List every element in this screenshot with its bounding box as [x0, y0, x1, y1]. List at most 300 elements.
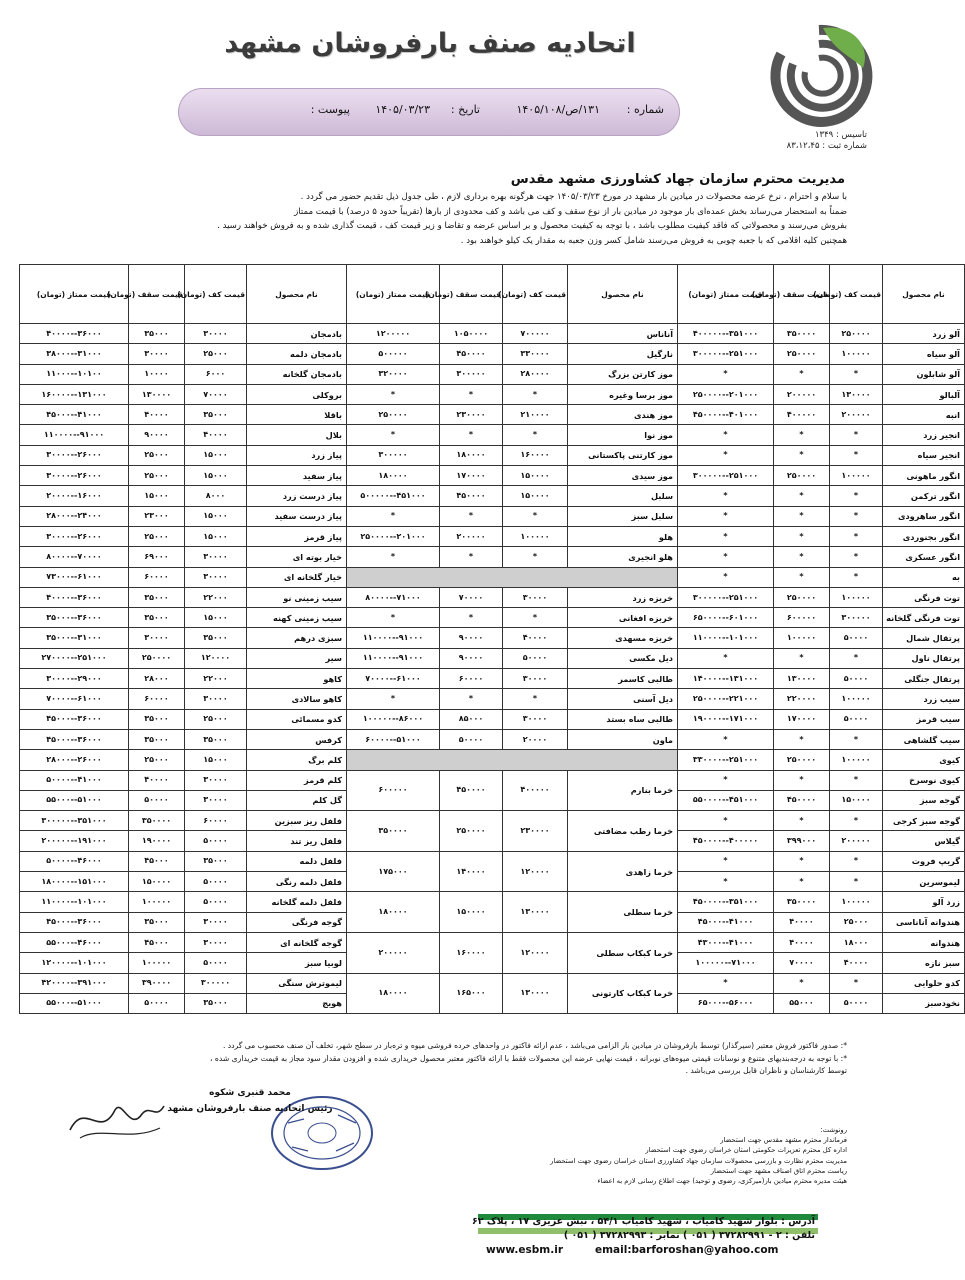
price-cell: ۳۰۰۰۰۰ — [830, 608, 883, 628]
price-cell: ۳۵۱۰۰۰--۴۵۰۰۰۰ — [678, 892, 774, 912]
price-cell: ۲۵۰۰۰ — [185, 344, 247, 364]
signer-name: محمد قنبری شکوه — [209, 1088, 291, 1098]
price-cell: ۱۵۰۰۰۰ — [503, 486, 568, 506]
price-cell: ۳۰۰۰۰ — [185, 790, 247, 810]
price-cell: ۲۲۰۰۰ — [185, 587, 247, 607]
price-cell: ۵۶۰۰۰--۶۵۰۰۰ — [678, 993, 774, 1013]
table-row — [20, 648, 965, 668]
price-cell: ۳۰۰۰۰ — [185, 324, 247, 344]
price-cell: * — [503, 384, 568, 404]
product-name: فلفل دلمه رنگی — [247, 872, 347, 892]
product-name: خربزه مسهدی — [568, 628, 678, 648]
price-cell: ۶۰۰۰۰۰ — [774, 608, 830, 628]
price-cell: ۱۰۰۰۰۰ — [129, 892, 185, 912]
price-cell: * — [774, 445, 830, 465]
price-table — [19, 264, 965, 1014]
letter-line: بفروش می‌رسند و محصولاتی که فاقد کیفیت مطلوب باشد ، با توجه به کیفیت محصول و بر اساس عرضه و تقاضا و زیر قیمت کف ، قیمت گذاری شده و به فروش خواهند رسید . — [217, 221, 847, 231]
cc-line: مدیریت محترم نظارت و بازرسی محصولات سازمان جهاد کشاورزی استان خراسان رضوی جهت استحضار — [550, 1156, 847, 1165]
price-cell: ۶۰۰۰ — [185, 364, 247, 384]
product-name: فلفل ریز سبزین — [247, 811, 347, 831]
product-name: کدو مسمائی — [247, 709, 347, 729]
price-cell: ۱۷۰۰۰۰ — [440, 466, 503, 486]
cc-line: هیئت مدیره محترم میادین بار(میرکزی، رضوی و توحید) جهت اطلاع رسانی لازم به اعضاء — [597, 1177, 847, 1186]
union-title: اتحادیه صنف بارفروشان مشهد — [224, 28, 636, 59]
product-name: کلم برگ — [247, 750, 347, 770]
price-cell: ۴۱۰۰۰--۴۳۰۰۰ — [678, 932, 774, 952]
product-name: خیار بوته ای — [247, 547, 347, 567]
price-cell: ۷۰۰۰۰--۸۰۰۰۰ — [20, 547, 129, 567]
note-line: *: صدور فاکتور فروش معتبر (سیرگذار) توسط بارفروشان در میادین بار الزامی می‌باشد ، عدم ارائه فاکتور در واحدهای خرده فروشی میوه و تره‌بار در سطح شهر، تخلف آن صنف محسوب می گردد . — [222, 1041, 847, 1050]
price-cell: ۱۳۰۰۰۰ — [503, 973, 568, 1014]
price-cell: ۱۴۰۰۰۰ — [440, 851, 503, 892]
price-cell: ۳۵۰۰۰ — [129, 709, 185, 729]
price-cell: * — [440, 425, 503, 445]
price-cell: ۲۵۰۰۰۰ — [129, 648, 185, 668]
price-cell: ۲۵۰۰۰ — [129, 526, 185, 546]
price-cell: ۱۰۵۰۰۰۰ — [440, 324, 503, 344]
price-cell: ۱۸۰۰۰ — [830, 932, 883, 952]
product-name: انجیر زرد — [883, 425, 965, 445]
product-name: سیب زمینی کهنه — [247, 608, 347, 628]
table-row — [20, 445, 965, 465]
price-cell: ۵۱۰۰۰--۵۵۰۰۰ — [20, 790, 129, 810]
price-cell: * — [830, 547, 883, 567]
table-row — [20, 486, 965, 506]
price-cell: * — [678, 445, 774, 465]
price-cell: * — [830, 425, 883, 445]
price-cell: ۶۰۰۰۰۰ — [347, 770, 440, 811]
price-cell: ۲۲۱۰۰۰--۲۵۰۰۰۰ — [678, 689, 774, 709]
product-name: موز هندی — [568, 405, 678, 425]
product-name: سیر — [247, 648, 347, 668]
product-name: فلفل دلمه — [247, 851, 347, 871]
price-cell: * — [774, 811, 830, 831]
table-row — [20, 851, 965, 871]
product-name: خرما کبکاب کارتونی — [568, 973, 678, 1014]
table-row — [20, 526, 965, 546]
price-cell: ۴۰۱۰۰۰--۴۵۰۰۰۰ — [678, 405, 774, 425]
price-cell: ۱۰۰۰۰۰ — [830, 750, 883, 770]
price-cell: ۳۳۰۰۰۰ — [503, 344, 568, 364]
product-name: موز سیدی — [568, 466, 678, 486]
price-cell: * — [830, 973, 883, 993]
price-cell: * — [678, 425, 774, 445]
product-name: آناناس — [568, 324, 678, 344]
price-cell: ۳۰۰۰۰۰ — [185, 973, 247, 993]
price-cell: ۷۱۰۰۰--۸۰۰۰۰ — [347, 587, 440, 607]
product-name: انبه — [883, 405, 965, 425]
number-value: ۱۳۱/ص/۱۴۰۵/۱۰۸ — [516, 103, 600, 116]
price-cell: ۳۰۰۰۰ — [185, 689, 247, 709]
price-cell: ۳۰۰۰۰۰ — [440, 364, 503, 384]
price-cell: * — [774, 851, 830, 871]
product-name: بادمجان — [247, 324, 347, 344]
price-cell: ۱۳۰۰۰۰ — [129, 384, 185, 404]
product-name: بلال — [247, 425, 347, 445]
price-cell: ۲۵۰۰۰۰ — [774, 344, 830, 364]
price-cell: ۱۹۰۰۰۰ — [129, 831, 185, 851]
price-cell: ۱۵۰۰۰۰ — [129, 872, 185, 892]
price-cell: ۳۵۰۰۰۰ — [774, 892, 830, 912]
price-cell: * — [774, 506, 830, 526]
product-name: انگور بجنوردی — [883, 526, 965, 546]
price-cell: ۴۰۰۰۰ — [129, 405, 185, 425]
price-cell: ۳۵۰۰۰۰ — [347, 811, 440, 852]
price-cell: * — [503, 689, 568, 709]
price-cell: ۱۵۱۰۰۰--۱۸۰۰۰۰ — [20, 872, 129, 892]
price-cell: ۲۰۰۰۰۰ — [830, 831, 883, 851]
product-name: زرد آلو — [883, 892, 965, 912]
price-cell: ۴۰۰۰۰۰ — [503, 770, 568, 811]
price-cell: ۱۸۰۰۰۰ — [440, 445, 503, 465]
signer-title: رئیس اتحادیه صنف بارفروشان مشهد — [167, 1104, 333, 1114]
recipient-line: مدیریت محترم سازمان جهاد کشاورزی مشهد مقدس — [510, 172, 845, 187]
price-cell: ۵۰۰۰۰۰ — [347, 344, 440, 364]
product-name: خرما سطلی — [568, 892, 678, 933]
price-cell: * — [503, 425, 568, 445]
price-cell: ۱۷۰۰۰۰ — [774, 709, 830, 729]
price-cell: ۱۰۰۰۰۰ — [503, 526, 568, 546]
price-cell: * — [347, 425, 440, 445]
price-cell: ۳۰۰۰۰ — [503, 709, 568, 729]
price-cell: * — [347, 506, 440, 526]
price-cell: * — [678, 526, 774, 546]
price-cell: ۱۰۰۰۰ — [129, 364, 185, 384]
price-cell: * — [678, 486, 774, 506]
product-name: سیب زرد — [883, 689, 965, 709]
price-cell: * — [774, 770, 830, 790]
product-name: خربزه زرد — [568, 587, 678, 607]
price-cell: ۳۵۱۰۰۰--۴۰۰۰۰۰ — [678, 324, 774, 344]
price-cell: ۵۰۰۰۰ — [129, 790, 185, 810]
header-premium-price: قیمت ممتاز (تومان) — [347, 265, 440, 324]
price-cell: ۵۰۰۰۰ — [830, 628, 883, 648]
product-name: موز برسا وغیره — [568, 384, 678, 404]
product-name: پیاز درست زرد — [247, 486, 347, 506]
table-row — [20, 364, 965, 384]
price-cell: * — [830, 567, 883, 587]
price-cell: ۲۶۰۰۰--۳۰۰۰۰ — [20, 526, 129, 546]
table-row — [20, 384, 965, 404]
price-cell: ۴۱۰۰۰--۴۵۰۰۰ — [20, 405, 129, 425]
price-cell: ۴۵۱۰۰۰--۵۵۰۰۰۰ — [678, 790, 774, 810]
price-cell: ۵۰۰۰۰ — [185, 872, 247, 892]
price-cell: * — [678, 851, 774, 871]
price-cell: * — [503, 547, 568, 567]
price-cell: ۳۵۰۰۰ — [129, 912, 185, 932]
price-cell: ۲۰۰۰۰۰ — [440, 526, 503, 546]
price-cell: ۶۱۰۰۰--۷۰۰۰۰ — [20, 689, 129, 709]
price-cell: ۱۵۰۰۰ — [185, 750, 247, 770]
letter-line: ضمناً به استحضار می‌رساند بخش عمده‌ای بار موجود در میادین بار از نوع سقف و کف می باشد و کف محدودی از بارها (تقریباً حدود ۵ درصد) با قیمت ممتاز — [294, 206, 847, 217]
price-cell: ۲۵۰۰۰ — [129, 750, 185, 770]
price-cell: ۱۳۰۰۰۰ — [774, 669, 830, 689]
price-cell: ۴۵۰۰۰۰ — [440, 344, 503, 364]
price-cell: ۶۹۰۰۰ — [129, 547, 185, 567]
price-cell: ۵۱۰۰۰--۵۵۰۰۰ — [20, 993, 129, 1013]
price-cell: ۱۳۰۰۰۰ — [830, 384, 883, 404]
letter-body — [57, 190, 847, 248]
price-cell: ۴۵۰۰۰ — [129, 851, 185, 871]
product-name: انگور ترکمن — [883, 486, 965, 506]
product-name: ماون — [568, 729, 678, 749]
price-cell: * — [774, 425, 830, 445]
price-cell: ۳۵۰۰۰ — [129, 324, 185, 344]
footer-phone: تلفن : ۲ - ۳۷۲۸۲۹۹۱ ( ۰۵۱ ) نمابر : ۳۷۲۸۲۹۹۳ ( ۰۵۱ ) — [563, 1230, 815, 1241]
header-name: نام محصول — [247, 265, 347, 324]
table-row — [20, 729, 965, 749]
price-cell: * — [347, 384, 440, 404]
union-logo — [763, 22, 875, 130]
product-name: سبزی درهم — [247, 628, 347, 648]
price-cell: ۳۶۰۰۰--۴۵۰۰۰ — [20, 729, 129, 749]
product-name: توت فرنگی گلخانه — [883, 608, 965, 628]
table-row — [20, 425, 965, 445]
price-cell: ۶۱۰۰۰--۷۳۰۰۰ — [20, 567, 129, 587]
price-cell: ۲۵۰۰۰۰ — [774, 587, 830, 607]
price-cell: ۹۰۰۰۰ — [440, 648, 503, 668]
price-cell: ۳۵۰۰۰ — [185, 993, 247, 1013]
empty-cell — [347, 567, 678, 587]
price-cell: * — [678, 973, 774, 993]
header-ceiling-price: قیمت سقف (تومان) — [774, 265, 830, 324]
price-cell: * — [774, 526, 830, 546]
price-cell: ۲۲۰۰۰ — [185, 669, 247, 689]
product-name: انگور ساهرودی — [883, 506, 965, 526]
price-cell: * — [347, 608, 440, 628]
table-row — [20, 709, 965, 729]
table-row — [20, 689, 965, 709]
price-cell: ۱۸۰۰۰۰ — [347, 466, 440, 486]
price-cell: ۵۵۰۰۰ — [774, 993, 830, 1013]
price-cell: ۱۰۱۰۰۰--۱۱۰۰۰۰ — [20, 892, 129, 912]
product-name: پرتقال ناول — [883, 648, 965, 668]
table-row — [20, 324, 965, 344]
price-cell: ۱۳۱۰۰۰--۱۶۰۰۰۰ — [20, 384, 129, 404]
table-row — [20, 628, 965, 648]
product-name: کاهو سالادی — [247, 689, 347, 709]
price-cell: ۲۳۰۰۰۰ — [503, 811, 568, 852]
price-cell: * — [830, 364, 883, 384]
price-cell: ۵۱۰۰۰--۶۰۰۰۰ — [347, 729, 440, 749]
price-cell: ۳۶۰۰۰--۴۵۰۰۰ — [20, 709, 129, 729]
price-cell: ۱۵۰۰۰۰ — [503, 466, 568, 486]
price-cell: ۱۰۰۰۰۰ — [830, 344, 883, 364]
header-name: نام محصول — [883, 265, 965, 324]
empty-cell — [347, 750, 678, 770]
price-cell: ۳۵۰۰۰ — [185, 405, 247, 425]
price-cell: ۱۰۱۰۰۰--۱۱۰۰۰۰ — [678, 628, 774, 648]
price-cell: ۱۵۰۰۰ — [185, 526, 247, 546]
price-cell: * — [678, 567, 774, 587]
price-cell: ۲۸۰۰۰ — [129, 669, 185, 689]
price-cell: ۳۱۰۰۰--۳۵۰۰۰ — [20, 628, 129, 648]
product-name: گوجه سبز کرجی — [883, 811, 965, 831]
price-cell: ۳۰۰۰۰ — [185, 912, 247, 932]
price-cell: ۲۶۰۰۰--۲۸۰۰۰ — [20, 750, 129, 770]
table-row — [20, 466, 965, 486]
product-name: سلبل — [568, 486, 678, 506]
price-cell: ۱۵۰۰۰ — [185, 466, 247, 486]
price-cell: ۶۱۰۰۰--۷۰۰۰۰ — [347, 669, 440, 689]
price-cell: * — [774, 729, 830, 749]
price-cell: ۲۰۱۰۰۰--۲۵۰۰۰۰ — [678, 384, 774, 404]
table-row — [20, 587, 965, 607]
product-name: هلو انجیری — [568, 547, 678, 567]
carbon-copy-list — [427, 1125, 847, 1186]
price-cell: ۲۵۰۰۰ — [129, 466, 185, 486]
table-row — [20, 547, 965, 567]
price-cell: ۲۵۰۰۰۰ — [347, 405, 440, 425]
price-cell: ۳۰۰۰۰ — [185, 770, 247, 790]
product-name: بادمجان دلمه — [247, 344, 347, 364]
footer-website[interactable]: www.esbm.ir — [486, 1244, 564, 1256]
product-name: پیاز درست سفید — [247, 506, 347, 526]
price-cell: ۲۵۱۰۰۰--۳۰۰۰۰۰ — [678, 344, 774, 364]
price-cell: ۱۸۰۰۰۰ — [347, 973, 440, 1014]
price-cell: * — [440, 608, 503, 628]
product-name: به — [883, 567, 965, 587]
price-cell: * — [830, 486, 883, 506]
product-name: باقلا — [247, 405, 347, 425]
price-cell: ۱۲۰۰۰۰۰ — [347, 324, 440, 344]
table-row — [20, 344, 965, 364]
header-floor-price: قیمت کف (تومان) — [185, 265, 247, 324]
price-cell: ۳۵۰۰۰ — [185, 851, 247, 871]
product-name: لیموترش سنگی — [247, 973, 347, 993]
table-row — [20, 567, 965, 587]
price-cell: ۳۹۹۰۰۰ — [774, 831, 830, 851]
header-premium-price: قیمت ممتاز (تومان) — [678, 265, 774, 324]
footer-address: آدرس : بلوار شهید کامیاب ، شهید کامیاب ۵۴/۱ ، نبش عزیزی ۱۷ ، پلاک ۶۲ — [471, 1216, 815, 1227]
price-cell: * — [440, 689, 503, 709]
price-cell: ۲۵۱۰۰۰--۳۰۰۰۰۰ — [678, 466, 774, 486]
price-cell: * — [774, 364, 830, 384]
product-name: گیلاس — [883, 831, 965, 851]
header-premium-price: قیمت ممتاز (تومان) — [20, 265, 129, 324]
product-name: هندوانه آناناسی — [883, 912, 965, 932]
price-cell: ۱۵۰۰۰ — [129, 486, 185, 506]
price-cell: * — [678, 648, 774, 668]
price-cell: ۲۰۰۰۰۰ — [830, 405, 883, 425]
product-name: آلبالو — [883, 384, 965, 404]
product-name: طالبی ساه بستد — [568, 709, 678, 729]
price-cell: ۳۶۰۰۰--۴۰۰۰۰ — [20, 324, 129, 344]
product-name: لیموسرین — [883, 872, 965, 892]
price-cell: * — [347, 547, 440, 567]
price-cell: ۲۵۱۰۰۰--۳۰۰۰۰۰ — [678, 587, 774, 607]
table-row — [20, 669, 965, 689]
price-cell: ۲۱۰۰۰۰ — [503, 405, 568, 425]
table-row — [20, 932, 965, 952]
price-cell: ۴۱۰۰۰--۴۵۰۰۰ — [678, 912, 774, 932]
price-cell: ۵۰۰۰۰ — [129, 993, 185, 1013]
price-cell: ۳۵۰۰۰ — [185, 729, 247, 749]
price-cell: ۳۰۰۰۰۰ — [347, 445, 440, 465]
price-cell: ۷۰۰۰۰ — [440, 587, 503, 607]
price-cell: * — [678, 729, 774, 749]
price-cell: ۲۳۰۰۰۰ — [440, 405, 503, 425]
price-cell: * — [774, 486, 830, 506]
product-name: سلبل سبز — [568, 506, 678, 526]
product-name: پرتقال جنگلی — [883, 669, 965, 689]
price-cell: ۳۹۱۰۰۰--۴۲۰۰۰۰ — [20, 973, 129, 993]
product-name: نخودسبز — [883, 993, 965, 1013]
price-cell: ۲۳۰۰۰ — [129, 506, 185, 526]
price-cell: * — [774, 567, 830, 587]
price-cell: ۴۰۰۰۰ — [774, 912, 830, 932]
price-cell: ۱۹۱۰۰۰--۲۰۰۰۰۰ — [20, 831, 129, 851]
price-cell: ۳۰۰۰۰ — [129, 628, 185, 648]
price-cell: ۲۸۰۰۰۰ — [503, 364, 568, 384]
price-cell: ۷۱۰۰۰--۱۰۰۰۰۰ — [678, 953, 774, 973]
price-cell: ۵۰۰۰۰ — [185, 953, 247, 973]
product-name: خربزه افغانی — [568, 608, 678, 628]
product-name: کرفس — [247, 729, 347, 749]
price-cell: ۳۵۰۰۰ — [129, 587, 185, 607]
price-cell: ۳۶۰۰۰--۴۰۰۰۰ — [20, 587, 129, 607]
product-name: بادمجان گلخانه — [247, 364, 347, 384]
product-name: سیب قرمز — [883, 709, 965, 729]
product-name: گوجه فرنگی — [247, 912, 347, 932]
price-cell: ۱۵۰۰۰ — [185, 608, 247, 628]
product-name: سیب گلشاهی — [883, 729, 965, 749]
price-cell: ۴۰۰۰۰ — [830, 953, 883, 973]
table-row — [20, 973, 965, 993]
price-cell: ۲۰۰۰۰ — [503, 729, 568, 749]
price-cell: ۱۰۰۰۰۰ — [830, 466, 883, 486]
letter-meta-bar — [178, 88, 680, 136]
table-row — [20, 405, 965, 425]
header-ceiling-price: قیمت سقف (تومان) — [440, 265, 503, 324]
price-cell: ۸۶۰۰۰--۱۰۰۰۰۰ — [347, 709, 440, 729]
price-cell: ۷۰۰۰۰ — [185, 384, 247, 404]
price-cell: * — [830, 648, 883, 668]
footer-email[interactable]: email:barforoshan@yahoo.com — [595, 1244, 779, 1256]
price-cell: ۱۶۰۰۰--۲۰۰۰۰ — [20, 486, 129, 506]
product-name: توت فرنگی — [883, 587, 965, 607]
product-name: پیاز قرمز — [247, 526, 347, 546]
price-cell: ۲۵۰۰۰۰ — [440, 811, 503, 852]
price-cell: ۱۲۰۰۰۰ — [185, 648, 247, 668]
price-cell: ۶۰۰۰۰ — [129, 689, 185, 709]
established-info: تاسیس : ۱۳۴۹ شماره ثبت : ۸۳،۱۲،۴۵ — [786, 130, 867, 151]
number-label: شماره : — [626, 103, 664, 116]
product-name: دیل آسنی — [568, 689, 678, 709]
product-name: گوجه سبز — [883, 790, 965, 810]
price-cell: ۸۰۰۰ — [185, 486, 247, 506]
price-cell: * — [678, 506, 774, 526]
price-cell: * — [678, 364, 774, 384]
price-cell: ۳۶۰۰۰--۴۵۰۰۰ — [20, 912, 129, 932]
price-cell: ۲۵۱۰۰۰--۳۳۰۰۰۰ — [678, 750, 774, 770]
price-cell: ۴۵۱۰۰۰--۵۰۰۰۰۰ — [347, 486, 440, 506]
price-cell: ۳۵۱۰۰۰--۳۰۰۰۰۰ — [20, 811, 129, 831]
product-name: انگور عسکری — [883, 547, 965, 567]
price-cell: * — [503, 608, 568, 628]
table-row — [20, 750, 965, 770]
price-cell: ۱۵۰۰۰۰ — [830, 790, 883, 810]
product-name: طالبی کاسمر — [568, 669, 678, 689]
price-cell: ۳۰۰۰۰ — [185, 932, 247, 952]
price-cell: ۲۶۰۰۰--۳۰۰۰۰ — [20, 466, 129, 486]
header-ceiling-price: قیمت سقف (تومان) — [129, 265, 185, 324]
price-cell: * — [830, 851, 883, 871]
price-cell: ۲۵۰۰۰۰ — [774, 466, 830, 486]
price-cell: ۱۶۰۰۰۰ — [440, 932, 503, 973]
price-cell: ۱۰۰۰۰۰ — [830, 587, 883, 607]
price-cell: ۲۴۰۰۰--۲۸۰۰۰ — [20, 506, 129, 526]
